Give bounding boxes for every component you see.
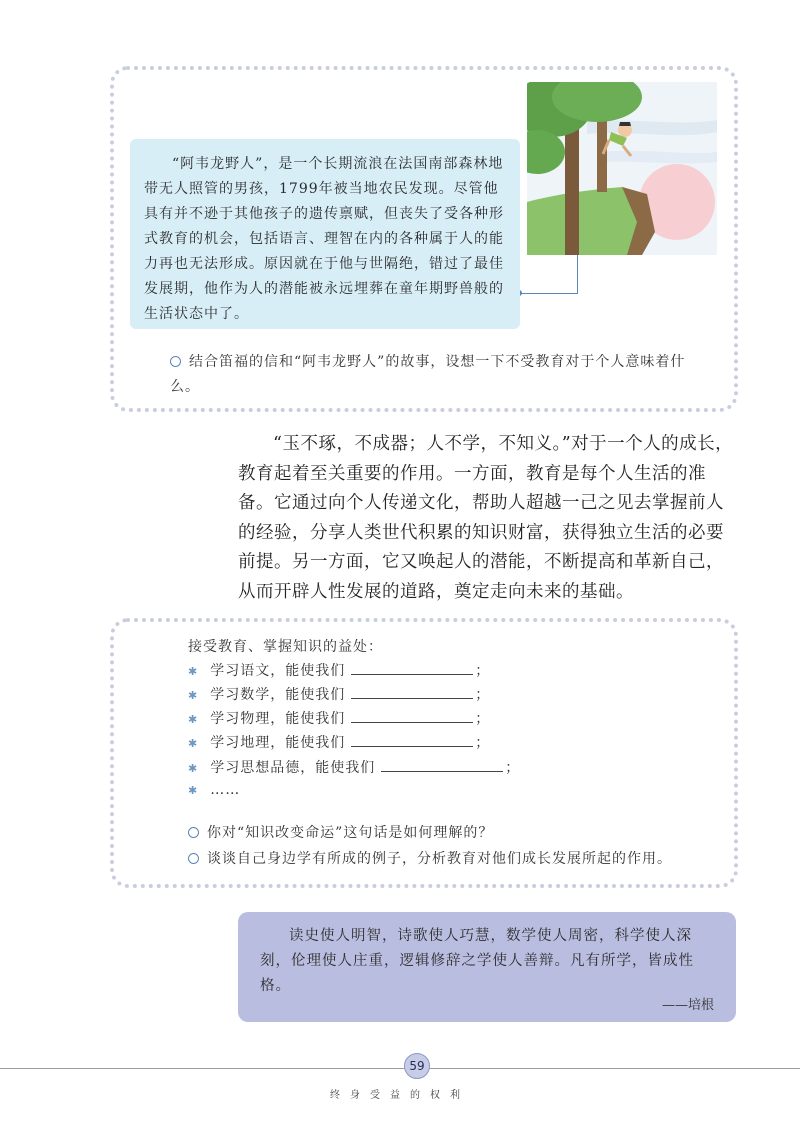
question-text: 谈谈自己身边学有所成的例子，分析教育对他们成长发展所起的作用。 xyxy=(207,851,672,867)
star-bullet-icon: ✱ xyxy=(188,737,199,750)
star-bullet-icon: ✱ xyxy=(188,784,199,797)
benefit-item: ✱ 学习地理，能使我们 ； xyxy=(188,735,491,751)
main-paragraph: “玉不琢，不成器；人不学，不知义。”对于一个人的成长，教育起着至关重要的作用。一方面，教育是每个人生活的准备。它通过向个人传递文化，帮助人超越一己之见去掌握前人的经验，分享人类世代积累的知识财富，获得独立生活的必要前提。另一方面，它又唤起人的潜能，不断提高和革新自己，从而开辟人性发展的道路，奠定走向未来的基础。 xyxy=(238,434,734,602)
circle-bullet-icon xyxy=(188,827,199,838)
answer-blank[interactable] xyxy=(381,759,503,772)
discussion-question-2 xyxy=(188,822,493,842)
benefit-item: ✱ 学习数学，能使我们 ； xyxy=(188,687,491,703)
discussion-question-1 xyxy=(170,350,710,400)
circle-bullet-icon xyxy=(170,356,181,367)
quote-box xyxy=(238,912,736,1022)
star-bullet-icon: ✱ xyxy=(188,665,199,678)
star-bullet-icon: ✱ xyxy=(188,689,199,702)
benefit-text: …… xyxy=(210,782,241,798)
question-text: 结合笛福的信和“阿韦龙野人”的故事，设想一下不受教育对于个人意味着什么。 xyxy=(170,354,686,395)
benefit-text: 学习地理，能使我们 xyxy=(210,735,346,751)
quote-author: ——培根 xyxy=(661,998,714,1013)
answer-blank[interactable] xyxy=(351,710,473,723)
footer-rule xyxy=(400,1068,800,1069)
answer-blank[interactable] xyxy=(351,734,473,747)
story-text-box: “阿韦龙野人”，是一个长期流浪在法国南部森林地带无人照管的男孩，1799年被当地农民发现。尽管他具有并不逊于其他孩子的遗传禀赋，但丧失了受各种形式教育的机会，包括语言、理智在内的各种属于人的能力再也无法形成。原因就在于他与世隔绝，错过了最佳发展期，他作为人的潜能被永远埋葬在童年期野兽般的生活状态中了。 xyxy=(130,139,520,329)
answer-blank[interactable] xyxy=(351,686,473,699)
benefits-title: 接受教育、掌握知识的益处： xyxy=(188,639,383,655)
benefit-text: 学习数学，能使我们 xyxy=(210,687,346,703)
circle-bullet-icon xyxy=(188,853,199,864)
quote-text: 读史使人明智，诗歌使人巧慧，数学使人周密，科学使人深刻，伦理使人庄重，逻辑修辞之学使人善辩。凡有所学，皆成性格。 xyxy=(260,928,694,994)
benefit-item: ✱ 学习物理，能使我们 ； xyxy=(188,711,491,727)
discussion-question-3 xyxy=(188,848,672,868)
cliff-forest-drawing xyxy=(527,82,717,255)
footer-rule xyxy=(0,1068,400,1069)
book-title: 终身受益的权利 xyxy=(330,1090,470,1101)
question-text: 你对“知识改变命运”这句话是如何理解的？ xyxy=(207,825,494,841)
answer-blank[interactable] xyxy=(351,662,473,675)
star-bullet-icon: ✱ xyxy=(188,713,199,726)
page-number: 59 xyxy=(404,1053,430,1079)
benefit-item: ✱ 学习思想品德，能使我们 ； xyxy=(188,760,521,776)
benefit-item xyxy=(188,782,240,804)
connector-line xyxy=(519,293,578,294)
benefit-text: 学习语文，能使我们 xyxy=(210,663,346,679)
benefit-text: 学习思想品德，能使我们 xyxy=(210,760,376,776)
wild-boy-illustration xyxy=(527,82,717,255)
benefit-item: ✱ 学习语文，能使我们 ； xyxy=(188,663,491,679)
star-bullet-icon: ✱ xyxy=(188,762,199,775)
benefit-text: 学习物理，能使我们 xyxy=(210,711,346,727)
connector-line xyxy=(577,255,578,293)
